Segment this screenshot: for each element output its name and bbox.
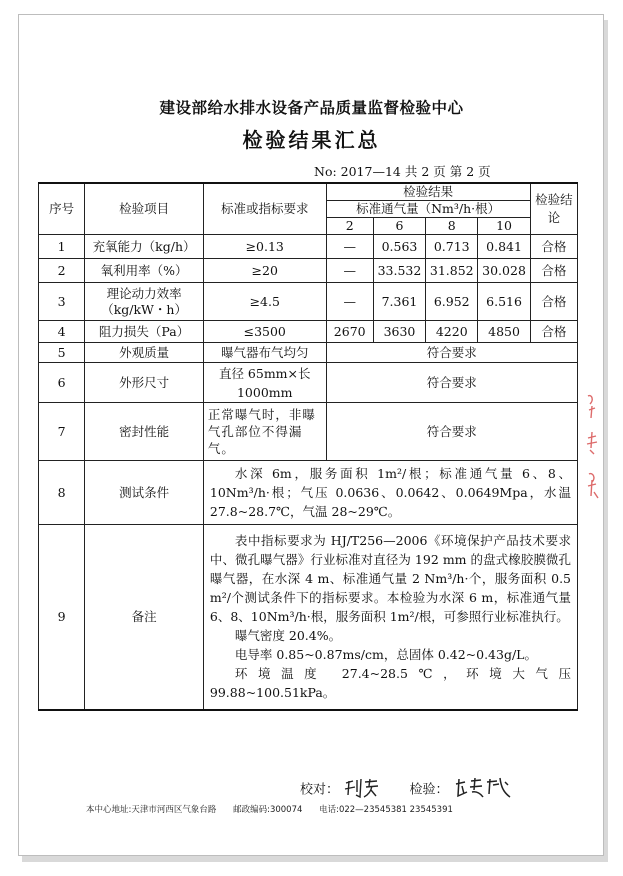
row-conclusion: 合格 [530,283,577,321]
row-std: ≥0.13 [203,235,326,259]
organization-name: 建设部给水排水设备产品质量监督检验中心 [159,99,464,117]
row-conclusion: 合格 [530,259,577,283]
row-value: — [326,283,373,321]
page-count: 共 2 页 第 2 页 [404,164,491,179]
remark-paragraph: 环境温度 27.4~28.5℃，环境大气压 99.88~100.51kPa。 [209,666,571,701]
row-value: 31.852 [426,259,478,283]
row-no: 7 [39,403,85,461]
table-row [39,343,578,363]
row-std: 曝气器布气均匀 [203,343,326,363]
row-result: 符合要求 [326,343,577,363]
table-row [39,363,578,403]
header-result: 检验结果 [326,183,530,201]
row-result: 符合要求 [326,363,577,403]
row-value: 4220 [426,321,478,343]
row-value: 0.713 [426,235,478,259]
results-table [38,182,578,711]
row-item: 备注 [85,525,204,710]
row-value: 6.952 [426,283,478,321]
row-item: 外观质量 [85,343,204,363]
footer-address: 本中心地址:天津市河西区气象台路 [86,805,217,815]
row-value: 7.361 [373,283,425,321]
footer [86,803,467,815]
header-flow-8: 8 [426,218,478,235]
remark-paragraph: 电导率 0.85~0.87ms/cm，总固体 0.42~0.43g/L。 [234,647,537,663]
row-value: 4850 [478,321,530,343]
row-item: 氧利用率（%） [85,259,204,283]
document-title: 检验结果汇总 [242,128,381,152]
signoff [300,776,513,804]
red-seal-stamp-partial [584,388,602,512]
header-conclusion: 检验结论 [530,183,577,235]
inspector-signature [453,776,513,804]
row-no: 5 [39,343,85,363]
header-flow-2: 2 [326,218,373,235]
row-conclusion: 合格 [530,321,577,343]
row-value: 6.516 [478,283,530,321]
table-row [39,283,578,321]
table-row [39,259,578,283]
footer-phone: 电话:022—23545381 23545391 [319,805,453,815]
header-flow: 标准通气量（Nm³/h·根） [326,201,530,218]
row-no: 1 [39,235,85,259]
footer-postcode: 邮政编码:300074 [233,805,303,815]
row-no: 3 [39,283,85,321]
header-seq: 序号 [39,183,85,235]
row-std: ≥4.5 [203,283,326,321]
header-flow-10: 10 [478,218,530,235]
row-item: 理论动力效率（kg/kW・h） [85,283,204,321]
row-value: 33.532 [373,259,425,283]
proofreader-signature [343,777,381,803]
row-item: 充氧能力（kg/h） [85,235,204,259]
row-item: 阻力损失（Pa） [85,321,204,343]
row-std: ≤3500 [203,321,326,343]
row-std: 直径 65mm×长 1000mm [203,363,326,403]
table-row [39,321,578,343]
row-value: 3630 [373,321,425,343]
row-no: 9 [39,525,85,710]
proofreader-label: 校对： [300,782,340,798]
row-result: 符合要求 [326,403,577,461]
row-no: 4 [39,321,85,343]
row-std: 正常曝气时，非曝气孔部位不得漏气。 [203,403,326,461]
row-value: — [326,235,373,259]
row-item: 外形尺寸 [85,363,204,403]
remark-paragraph: 表中指标要求为 HJ/T256—2006《环境保护产品技术要求 中、微孔曝气器》行业标准对直径为 192 mm 的盘式橡胶膜微孔曝气器，在水深 4 m、标准通气量 2 Nm³/h·个，服务面积 0.5 m²/个测试条件下的指标要求。本检验为水深 6 m，标准通气量 6、8、10Nm³/h·根，服务面积 1m²/根，可参照行业标准执行。 [209,533,571,625]
table-row [39,403,578,461]
row-item: 测试条件 [85,461,204,525]
row-test-conditions [203,461,577,525]
row-value: 2670 [326,321,373,343]
document-number [314,162,491,180]
row-item: 密封性能 [85,403,204,461]
row-value: 30.028 [478,259,530,283]
doc-no: No: 2017—14 [314,164,401,179]
table-row [39,235,578,259]
table-row [39,461,578,525]
table-row [39,525,578,710]
remark-paragraph: 曝气密度 20.4%。 [234,628,342,644]
row-value: 0.563 [373,235,425,259]
row-std: ≥20 [203,259,326,283]
row-no: 8 [39,461,85,525]
test-conditions-text: 水深 6m，服务面积 1m²/根；标准通气量 6、8、10Nm³/h·根；气压 0.0636、0.0642、0.0649Mpa，水温 27.8~28.7℃，气温 28~29℃。 [209,466,571,519]
row-no: 6 [39,363,85,403]
row-remarks [203,525,577,710]
row-conclusion: 合格 [530,235,577,259]
row-value: — [326,259,373,283]
header-flow-6: 6 [373,218,425,235]
row-value: 0.841 [478,235,530,259]
row-no: 2 [39,259,85,283]
inspector-label: 检验： [409,782,449,798]
header-std: 标准或指标要求 [203,183,326,235]
header-item: 检验项目 [85,183,204,235]
